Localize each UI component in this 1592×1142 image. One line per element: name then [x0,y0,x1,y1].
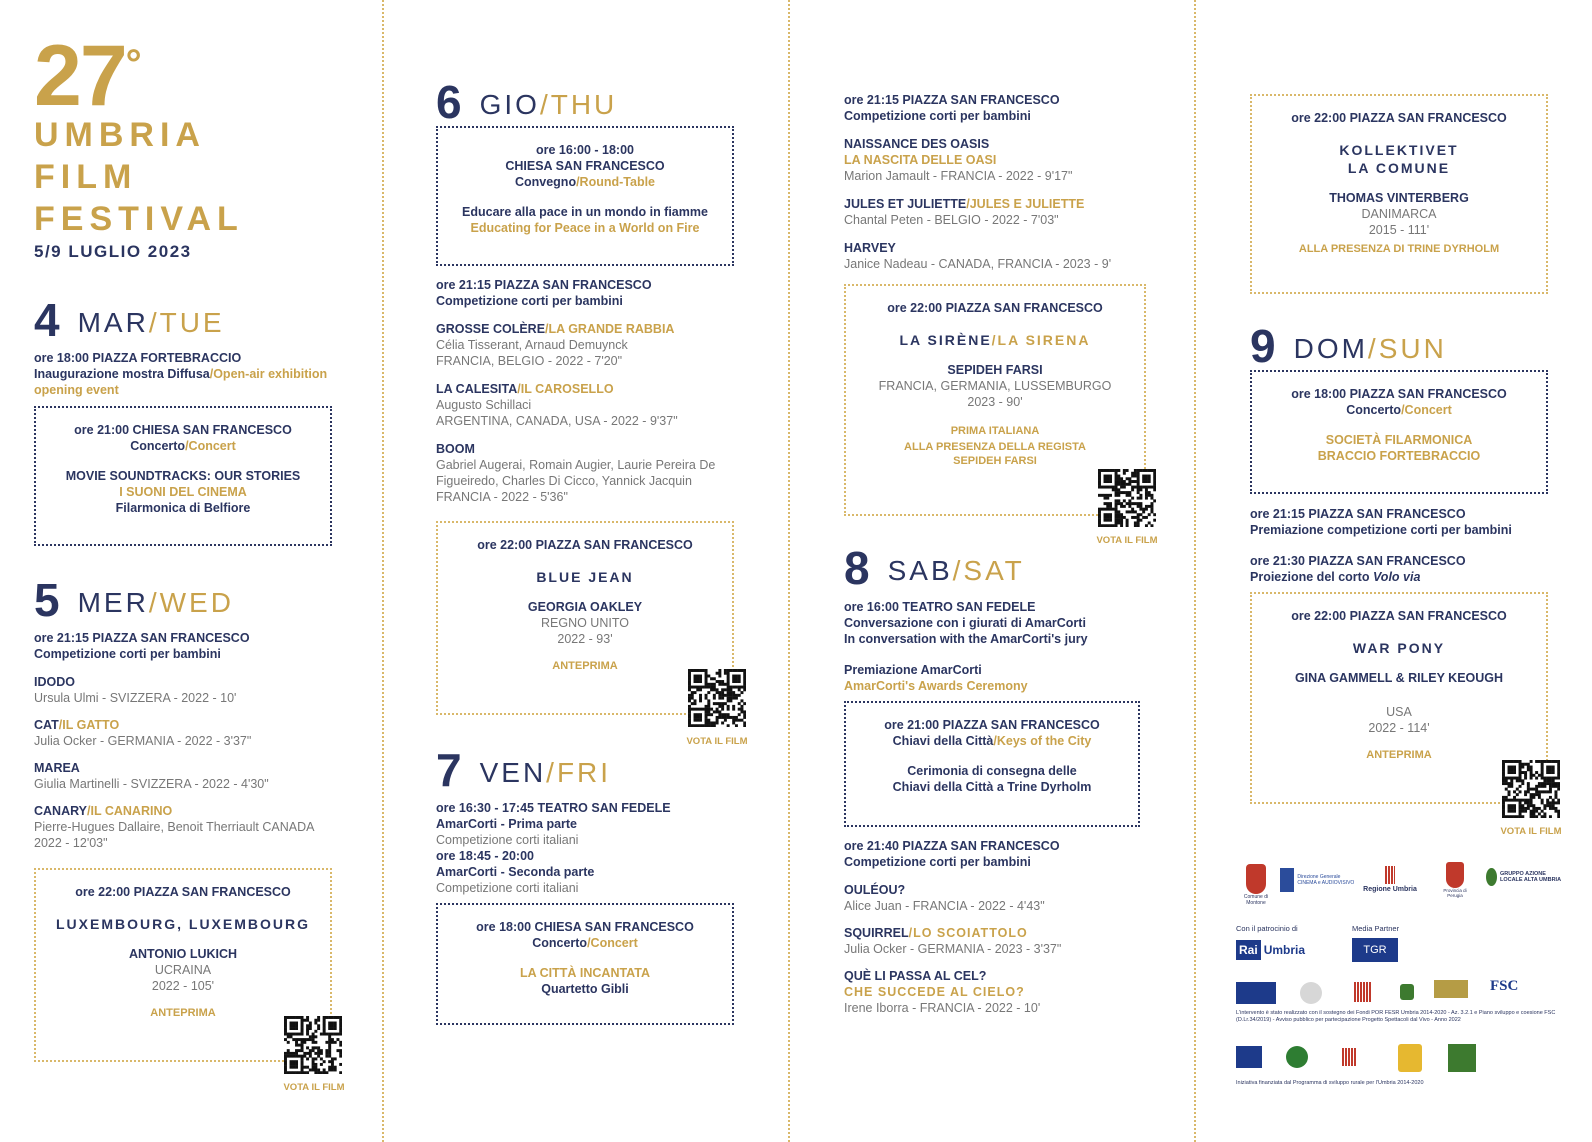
film-list-day7 [844,136,1164,280]
film-entry [844,882,1174,914]
day-name-en: WED [159,587,234,618]
film-title: BLUE JEAN [536,569,634,585]
event-time: ore 21:00 PIAZZA SAN FRANCESCO [884,718,1100,732]
film-title-it: LA COMUNE [1347,160,1451,176]
event-box-day8-film [1250,94,1548,294]
film-title-it: CHE SUCCEDE AL CIELO? [844,985,1025,999]
event-box-day4-concert [34,406,332,546]
slash: / [952,555,964,586]
film-entry [844,925,1174,957]
day-name-en: SAT [963,555,1025,586]
vote-film-link[interactable]: VOTA IL FILM [1096,535,1158,546]
film-note: ALLA PRESENZA DELLA REGISTA [904,441,1086,453]
film-title: NAISSANCE DES OASIS [844,137,990,151]
day-header-6 [436,76,618,128]
event-box-day8-keys [844,701,1140,827]
logo-mic [1280,868,1358,892]
leaf-icon [1400,984,1414,1000]
day-name-en: THU [550,89,618,120]
vote-film-link[interactable]: VOTA IL FILM [283,1082,345,1093]
psr-icon [1398,1044,1422,1072]
event-day5-1 [34,630,354,662]
film-meta: Pierre-Hugues Dallaire, Benoit Therriault CANADA 2022 - 12'03" [34,820,314,850]
event-desc: Competizione corti per bambini [844,109,1031,123]
festival-dates: 5/9 LUGLIO 2023 [34,242,192,261]
slash: / [148,307,160,338]
mic-icon [1280,868,1294,892]
day-number: 9 [1250,320,1276,372]
day-name-it: DOM [1293,333,1368,364]
event-box-day9-concert [1250,370,1548,494]
logo-label: Direzione Generale CINEMA e AUDIOVISIVO [1297,874,1355,886]
film-year: 2023 - 90' [967,395,1023,409]
event-title: Chiavi della Città [892,734,994,748]
logo-label: Comune di Montone [1243,894,1269,906]
column-4 [1214,0,1592,1142]
event-box-day7-concert [436,903,734,1025]
logo-label: Regione Umbria [1363,886,1417,893]
edition-number: 27 [34,28,126,124]
event-time: ore 22:00 PIAZZA SAN FRANCESCO [887,301,1103,315]
event-day7-kids [844,92,1164,124]
event-time: ore 21:15 PIAZZA SAN FRANCESCO [436,278,652,292]
film-entry [436,441,756,505]
film-director: SEPIDEH FARSI [947,363,1043,377]
event-desc: Competizione corti per bambini [844,855,1031,869]
crest-icon [1246,864,1266,894]
film-title: WAR PONY [1352,640,1446,656]
day-name-en: SUN [1378,333,1447,364]
event-time: ore 21:40 PIAZZA SAN FRANCESCO [844,839,1060,853]
event-type: Concerto [1346,403,1402,417]
film-country: FRANCIA, GERMANIA, LUSSEMBURGO [878,379,1112,393]
day-name-it: SAB [887,555,953,586]
film-year: 2022 - 114' [1368,721,1430,735]
event-time: ore 21:15 PIAZZA SAN FRANCESCO [844,93,1060,107]
event-type-en: /Round-Table [576,175,656,189]
film-note: SEPIDEH FARSI [953,455,1037,467]
film-meta: Gabriel Augerai, Romain Augier, Laurie Pereira De Figueiredo, Charles Di Cicco, Yannick Jacquin [436,458,716,488]
event-desc: Proiezione del corto [1250,570,1373,584]
qr-code-icon[interactable] [1098,469,1156,527]
film-meta: FRANCIA - 2022 - 5'36" [436,490,568,504]
funding-note: L'intervento è stato realizzato con il sostegno dei Fondi POR FESR Umbria 2014-2020 - Az. 3.2.1 e Piano sviluppo e coesione FSC (D.Lr.34/2019) - Avviso pubblico per partecipazione Progetto Spettacoli dal Vivo - Anno 2022 [1236,1010,1556,1023]
film-meta: Ursula Ulmi - SVIZZERA - 2022 - 10' [34,691,237,705]
event-desc: Chiavi della Città a Trine Dyrholm [892,780,1092,794]
event-type-en: /Concert [1401,403,1452,417]
event-time: ore 18:00 PIAZZA FORTEBRACCIO [34,351,242,365]
event-performer: SOCIETÀ FILARMONICA [1325,433,1473,447]
film-director: GEORGIA OAKLEY [527,600,643,614]
day-name-it: MER [77,587,149,618]
festival-name-line2: FILM [34,158,138,196]
regione-icon [1354,982,1372,1002]
logo-fsc: FSC [1490,978,1519,994]
film-title: QUÈ LI PASSA AL CEL? [844,969,987,983]
day-number: 8 [844,542,870,594]
day-name-it: GIO [479,89,540,120]
film-title-it: /IL CAROSELLO [517,382,614,396]
slash: / [1367,333,1379,364]
event-desc: Inaugurazione mostra Diffusa [34,367,210,381]
event-day8-1 [844,599,1174,694]
eu-flag-icon [1236,982,1276,1004]
media-partner-label: Media Partner [1352,924,1400,933]
gal-icon [1486,868,1497,886]
film-title-it: /LA GRANDE RABBIA [545,322,675,336]
por-fesr-icon [1434,980,1468,998]
film-title-it: /LA SIRENA [991,332,1091,348]
regione-icon [1342,1048,1356,1066]
film-entry [844,196,1164,228]
event-title-en: /Keys of the City [993,734,1092,748]
film-title-it: /LO SCOIATTOLO [908,926,1028,940]
event-day9-1 [1250,506,1580,585]
event-time: ore 21:15 PIAZZA SAN FRANCESCO [1250,507,1466,521]
vote-film-link[interactable]: VOTA IL FILM [686,736,748,747]
film-title: LA SIRÈNE [899,332,992,348]
film-title: GROSSE COLÈRE [436,322,546,336]
event-day6-1 [436,277,756,309]
film-meta: Julia Ocker - GERMANIA - 2022 - 3'37" [34,734,252,748]
slash: / [539,89,551,120]
film-meta: FRANCIA, BELGIO - 2022 - 7'20" [436,354,623,368]
film-country: DANIMARCA [1361,207,1437,221]
film-country: USA [1386,705,1412,719]
film-director: GINA GAMMELL & RILEY KEOUGH [1294,671,1504,685]
event-time: ore 16:00 TEATRO SAN FEDELE [844,600,1036,614]
umbria-label: Umbria [1263,943,1306,957]
logo-tgr: TGR [1352,938,1398,962]
event-time: ore 22:00 PIAZZA SAN FRANCESCO [477,538,693,552]
film-title: KOLLEKTIVET [1339,142,1459,158]
funding-note: Iniziativa finanziata dal Programma di sviluppo rurale per l'Umbria 2014-2020 [1236,1080,1424,1086]
event-desc: Premiazione competizione corti per bambini [1250,523,1512,537]
film-title: LUXEMBOURG, LUXEMBOURG [56,916,310,932]
event-desc-en: In conversation with the AmarCorti's jury [844,632,1088,646]
logo-rai-umbria [1236,938,1316,962]
event-title: Educare alla pace in un mondo in fiamme [462,205,708,219]
crest-icon [1446,862,1464,888]
film-entry [34,674,334,706]
eu-flag-icon [1236,1046,1262,1068]
event-time: ore 21:30 PIAZZA SAN FRANCESCO [1250,554,1466,568]
vote-film-link[interactable]: VOTA IL FILM [1500,826,1562,837]
film-meta: Julia Ocker - GERMANIA - 2023 - 3'37" [844,942,1062,956]
event-time: ore 18:45 - 20:00 [436,849,534,863]
event-time: ore 22:00 PIAZZA SAN FRANCESCO [1291,609,1507,623]
event-type: Concerto [532,936,588,950]
film-title: OULÉOU? [844,883,906,897]
film-entry [34,717,334,749]
rai-label: Rai [1236,940,1261,960]
film-note: ANTEPRIMA [1366,749,1432,761]
film-title-it: LA NASCITA DELLE OASI [844,153,997,167]
event-desc: Competizione corti per bambini [436,294,623,308]
day-header-7 [436,744,612,796]
column-3 [800,0,1214,1142]
event-title: Premiazione AmarCorti [844,663,982,677]
film-meta: Marion Jamault - FRANCIA - 2022 - 9'17" [844,169,1073,183]
event-type: Concerto [130,439,186,453]
event-time: ore 22:00 PIAZZA SAN FRANCESCO [75,885,291,899]
event-time: ore 16:00 - 18:00 [536,143,634,157]
film-meta: Augusto Schillaci [436,398,532,412]
film-title: IDODO [34,675,75,689]
film-meta: Irene Iborra - FRANCIA - 2022 - 10' [844,1001,1041,1015]
event-title-en: AmarCorti's Awards Ceremony [844,679,1028,693]
emblem-italy-icon [1300,982,1322,1004]
day-header-5 [34,574,234,626]
film-entry [844,136,1164,184]
regione-icon [1385,866,1395,884]
event-day4-1 [34,350,334,398]
day-number: 5 [34,574,60,626]
festival-name-line1: UMBRIA [34,116,206,154]
film-entry [844,968,1174,1016]
qr-code-icon[interactable] [688,669,746,727]
event-title-it: I SUONI DEL CINEMA [119,485,247,499]
short-title: Volo via [1372,570,1421,584]
film-title: CANARY [34,804,88,818]
festival-name [34,114,244,240]
film-country: REGNO UNITO [541,616,629,630]
event-place: CHIESA SAN FRANCESCO [505,159,665,173]
patrocinio-label: Con il patrocinio di [1236,924,1298,933]
event-time: ore 18:00 CHIESA SAN FRANCESCO [476,920,694,934]
emblem-italy-icon [1286,1046,1308,1068]
day-name-it: MAR [77,307,149,338]
event-title: AmarCorti - Seconda parte [436,865,595,879]
film-entry [34,803,334,851]
event-performer: Quartetto Gibli [541,982,629,996]
film-note: ALLA PRESENZA DI TRINE DYRHOLM [1298,243,1500,255]
day-name-en: FRI [556,757,612,788]
logo-label: Provincia di Perugia [1443,888,1467,898]
logo-comune-montone [1236,864,1276,906]
event-type-en: /Concert [587,936,638,950]
day-header-4 [34,294,225,346]
logo-provincia-perugia [1438,862,1472,898]
film-meta: Alice Juan - FRANCIA - 2022 - 4'43" [844,899,1045,913]
film-list-day8 [844,882,1174,1024]
film-meta: Célia Tisserant, Arnaud Demuynck [436,338,628,352]
event-desc: Cerimonia di consegna delle [907,764,1077,778]
event-type-en: /Concert [185,439,236,453]
event-time: ore 22:00 PIAZZA SAN FRANCESCO [1291,111,1507,125]
day-number: 4 [34,294,60,346]
film-title: HARVEY [844,241,896,255]
film-meta: ARGENTINA, CANADA, USA - 2022 - 9'37" [436,414,678,428]
film-title: BOOM [436,442,475,456]
event-day8-kids [844,838,1174,870]
event-desc: Conversazione con i giurati di AmarCorti [844,616,1086,630]
day-name-en: TUE [159,307,225,338]
event-desc: Competizione corti per bambini [34,647,221,661]
logo-regione-umbria [1358,866,1422,893]
logo-label: GRUPPO AZIONE LOCALE ALTA UMBRIA [1499,871,1562,883]
slash: / [148,587,160,618]
edition-degree: ° [125,42,140,86]
festival-edition [34,28,140,124]
film-entry [844,240,1164,272]
film-year: 2015 - 111' [1368,223,1430,237]
leader-icon [1448,1044,1476,1072]
film-year: 2022 - 93' [557,632,613,646]
film-entry [436,321,756,369]
day-number: 6 [436,76,462,128]
film-note: ANTEPRIMA [552,660,618,672]
film-title-it: /IL CANARINO [87,804,173,818]
film-title: MAREA [34,761,80,775]
event-desc: Competizione corti italiani [436,881,579,895]
film-director: ANTONIO LUKICH [128,947,238,961]
film-list-day5 [34,674,334,859]
film-title: SQUIRREL [844,926,909,940]
film-director: THOMAS VINTERBERG [1329,191,1469,205]
film-meta: Giulia Martinelli - SVIZZERA - 2022 - 4'30" [34,777,269,791]
day-header-8 [844,542,1025,594]
day-header-9 [1250,320,1447,372]
event-title-en: Educating for Peace in a World on Fire [470,221,700,235]
slash: / [546,757,557,788]
column-2 [386,0,800,1142]
event-desc-en: /Open-air exhibition opening event [34,367,328,397]
day-number: 7 [436,744,462,796]
film-list-day6 [436,321,756,513]
column-1 [0,0,386,1142]
event-desc: Competizione corti italiani [436,833,579,847]
event-box-day6-roundtable [436,126,734,266]
day-name-it: VEN [479,757,547,788]
film-title: JULES ET JULIETTE [844,197,967,211]
film-meta: Janice Nadeau - CANADA, FRANCIA - 2023 - 9' [844,257,1112,271]
event-performer: Filarmonica di Belfiore [115,501,251,515]
event-type: Convegno [514,175,577,189]
film-title: CAT [34,718,59,732]
film-entry [34,760,334,792]
event-time: ore 21:00 CHIESA SAN FRANCESCO [74,423,292,437]
logo-gal-alta-umbria [1486,868,1566,886]
film-entry [436,381,756,429]
film-title-it: /JULES E JULIETTE [966,197,1085,211]
film-country: UCRAINA [154,963,212,977]
film-note: ANTEPRIMA [150,1007,216,1019]
film-title: LA CALESITA [436,382,518,396]
festival-name-line3: FESTIVAL [34,200,244,238]
event-title: LA CITTÀ INCANTATA [519,966,651,980]
film-title-it: /IL GATTO [58,718,120,732]
event-time: ore 16:30 - 17:45 TEATRO SAN FEDELE [436,801,671,815]
event-title: AmarCorti - Prima parte [436,817,578,831]
film-year: 2022 - 105' [151,979,215,993]
event-day7-amarcorti [436,800,766,896]
event-time: ore 18:00 PIAZZA SAN FRANCESCO [1291,387,1507,401]
film-meta: Chantal Peten - BELGIO - 2022 - 7'03" [844,213,1059,227]
event-title: MOVIE SOUNDTRACKS: OUR STORIES [65,469,301,483]
event-time: ore 21:15 PIAZZA SAN FRANCESCO [34,631,250,645]
qr-code-icon[interactable] [284,1016,342,1074]
qr-code-icon[interactable] [1502,760,1560,818]
film-note: PRIMA ITALIANA [950,425,1040,437]
event-performer: BRACCIO FORTEBRACCIO [1317,449,1481,463]
